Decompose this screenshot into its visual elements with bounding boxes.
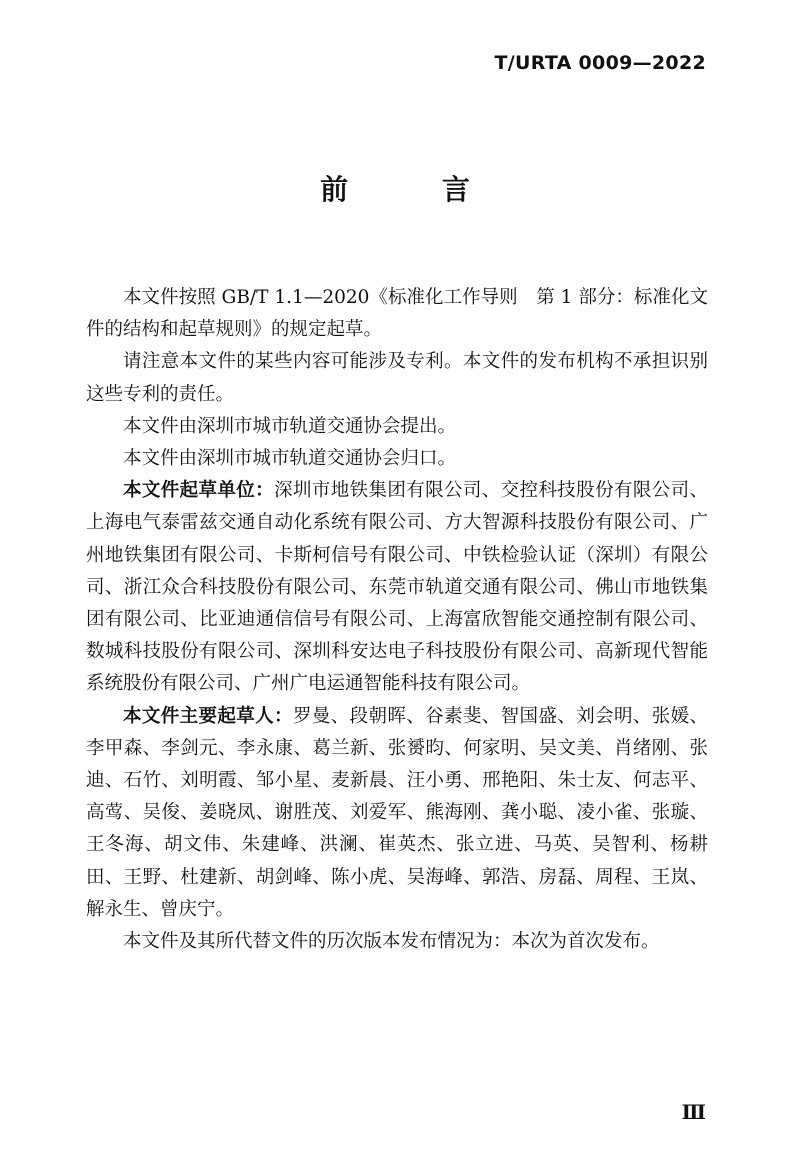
foreword-body xyxy=(86,282,708,958)
drafting-units-list: 深圳市地铁集团有限公司、交控科技股份有限公司、上海电气泰雷兹交通自动化系统有限公司、方大智源科技股份有限公司、广州地铁集团有限公司、卡斯柯信号有限公司、中铁检验认证（深圳）有限公司、浙江众合科技股份有限公司、东莞市轨道交通有限公司、佛山市地铁集团有限公司、比亚迪通信信号有限公司、上海富欣智能交通控制有限公司、数城科技股份有限公司、深圳科安达电子科技股份有限公司、高新现代智能系统股份有限公司、广州广电运通智能科技有限公司。 xyxy=(86,480,708,695)
paragraph-main-drafters xyxy=(86,701,708,926)
paragraph-patent-notice: 请注意本文件的某些内容可能涉及专利。本文件的发布机构不承担识别这些专利的责任。 xyxy=(86,351,708,405)
page-title: 前 言 xyxy=(320,173,512,206)
paragraph-drafting-rules: 本文件按照 GB/T 1.1—2020《标准化工作导则 第 1 部分：标准化文件的结构和起草规则》的规定起草。 xyxy=(86,287,708,341)
paragraph-proposed-by: 本文件由深圳市城市轨道交通协会提出。 xyxy=(123,415,457,437)
paragraph-version-history: 本文件及其所代替文件的历次版本发布情况为：本次为首次发布。 xyxy=(123,931,660,953)
paragraph-managed-by: 本文件由深圳市城市轨道交通协会归口。 xyxy=(123,448,457,470)
drafting-units-label: 本文件起草单位： xyxy=(123,480,275,502)
document-code: T/URTA 0009—2022 xyxy=(494,52,706,74)
page-number: Ⅲ xyxy=(681,1100,706,1124)
main-drafters-label: 本文件主要起草人： xyxy=(123,705,293,727)
main-drafters-list: 罗曼、段朝晖、谷素斐、智国盛、刘会明、张媛、李甲森、李剑元、李永康、葛兰新、张赟昀、何家明、吴文美、肖绪刚、张迪、石竹、刘明霞、邹小星、麦新晨、汪小勇、邢艳阳、朱士友、何志平、高莺、吴俊、姜晓凤、谢胜茂、刘爱军、熊海刚、龚小聪、凌小雀、张璇、王冬海、胡文伟、朱建峰、洪澜、崔英杰、张立进、马英、吴智利、杨耕田、王野、杜建新、胡剑峰、陈小虎、吴海峰、郭浩、房磊、周程、王岚、解永生、曾庆宁。 xyxy=(86,705,708,920)
paragraph-drafting-units xyxy=(86,475,708,700)
